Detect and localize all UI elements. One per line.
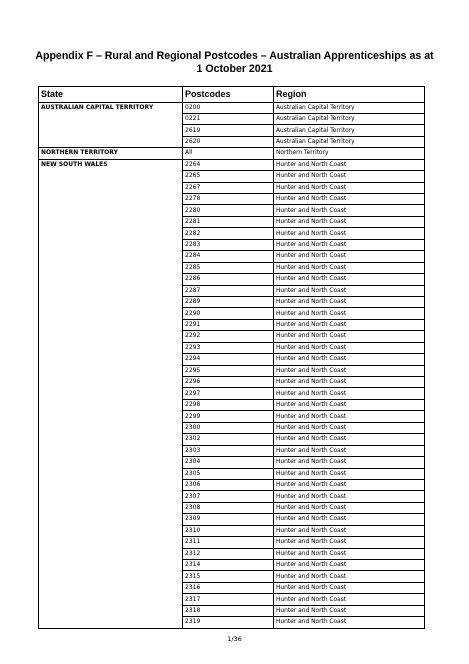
region-cell: Hunter and North Coast (274, 182, 425, 193)
postcode-cell: 2302 (183, 434, 274, 445)
region-cell: Hunter and North Coast (274, 296, 425, 307)
postcode-cell: 2318 (183, 605, 274, 616)
region-cell: Hunter and North Coast (274, 571, 425, 582)
region-cell: Australian Capital Territory (274, 125, 425, 136)
table-row (39, 102, 425, 113)
region-cell: Australian Capital Territory (274, 136, 425, 147)
region-cell: Australian Capital Territory (274, 102, 425, 113)
postcode-cell: 2316 (183, 582, 274, 593)
postcode-cell: 2287 (183, 285, 274, 296)
postcode-cell: 2296 (183, 377, 274, 388)
region-cell: Hunter and North Coast (274, 468, 425, 479)
postcode-cell: 2289 (183, 296, 274, 307)
postcode-cell: 2292 (183, 331, 274, 342)
region-cell: Hunter and North Coast (274, 354, 425, 365)
postcode-cell: 2312 (183, 548, 274, 559)
postcode-cell: 2308 (183, 502, 274, 513)
region-cell: Hunter and North Coast (274, 274, 425, 285)
table-header-row (39, 87, 425, 103)
region-cell: Hunter and North Coast (274, 159, 425, 170)
region-cell: Hunter and North Coast (274, 216, 425, 227)
region-cell: Hunter and North Coast (274, 228, 425, 239)
postcode-cell: 2299 (183, 411, 274, 422)
postcode-cell: All (183, 148, 274, 159)
postcode-cell: 2284 (183, 251, 274, 262)
column-header-postcodes: Postcodes (183, 87, 274, 103)
postcode-cell: 2265 (183, 171, 274, 182)
postcode-cell: 2293 (183, 342, 274, 353)
page-title-line-1: Appendix F – Rural and Regional Postcodes – Australian Apprenticeships as at (35, 50, 434, 62)
page-title-line-2: 1 October 2021 (196, 63, 273, 75)
region-cell: Hunter and North Coast (274, 308, 425, 319)
region-cell: Hunter and North Coast (274, 205, 425, 216)
postcode-cell: 2305 (183, 468, 274, 479)
region-cell: Hunter and North Coast (274, 331, 425, 342)
region-cell: Hunter and North Coast (274, 605, 425, 616)
postcode-cell: 2290 (183, 308, 274, 319)
postcode-cell: 2297 (183, 388, 274, 399)
postcode-cell: 2286 (183, 274, 274, 285)
postcode-cell: 2317 (183, 594, 274, 605)
column-header-region: Region (274, 87, 425, 103)
region-cell: Hunter and North Coast (274, 491, 425, 502)
region-cell: Hunter and North Coast (274, 251, 425, 262)
postcode-cell: 2304 (183, 457, 274, 468)
postcode-cell: 2620 (183, 136, 274, 147)
table-body (39, 102, 425, 628)
page-number: 1/36 (227, 635, 242, 643)
postcode-cell: 2282 (183, 228, 274, 239)
postcode-cell: 2310 (183, 525, 274, 536)
postcode-cell: 2291 (183, 319, 274, 330)
table-row (39, 148, 425, 159)
region-cell: Hunter and North Coast (274, 434, 425, 445)
region-cell: Australian Capital Territory (274, 113, 425, 124)
postcode-cell: 2280 (183, 205, 274, 216)
region-cell: Hunter and North Coast (274, 365, 425, 376)
region-cell: Hunter and North Coast (274, 445, 425, 456)
region-cell: Hunter and North Coast (274, 582, 425, 593)
postcode-cell: 2303 (183, 445, 274, 456)
state-cell: NORTHERN TERRITORY (39, 148, 183, 159)
state-cell: AUSTRALIAN CAPITAL TERRITORY (39, 102, 183, 148)
region-cell: Hunter and North Coast (274, 411, 425, 422)
region-cell: Hunter and North Coast (274, 560, 425, 571)
postcode-cell: 2278 (183, 194, 274, 205)
postcode-cell: 2264 (183, 159, 274, 170)
region-cell: Hunter and North Coast (274, 502, 425, 513)
state-cell: NEW SOUTH WALES (39, 159, 183, 628)
column-header-state: State (39, 87, 183, 103)
region-cell: Hunter and North Coast (274, 399, 425, 410)
postcode-cell: 2319 (183, 617, 274, 628)
region-cell: Hunter and North Coast (274, 377, 425, 388)
region-cell: Hunter and North Coast (274, 514, 425, 525)
region-cell: Hunter and North Coast (274, 171, 425, 182)
region-cell: Hunter and North Coast (274, 319, 425, 330)
region-cell: Hunter and North Coast (274, 422, 425, 433)
postcode-cell: 2283 (183, 239, 274, 250)
postcode-cell: 2619 (183, 125, 274, 136)
postcode-cell: 2306 (183, 479, 274, 490)
postcode-cell: 2295 (183, 365, 274, 376)
region-cell: Hunter and North Coast (274, 457, 425, 468)
region-cell: Hunter and North Coast (274, 194, 425, 205)
region-cell: Hunter and North Coast (274, 479, 425, 490)
region-cell: Hunter and North Coast (274, 548, 425, 559)
postcode-cell: 2285 (183, 262, 274, 273)
postcode-cell: 2281 (183, 216, 274, 227)
region-cell: Hunter and North Coast (274, 388, 425, 399)
region-cell: Hunter and North Coast (274, 262, 425, 273)
region-cell: Hunter and North Coast (274, 594, 425, 605)
postcode-cell: 2311 (183, 537, 274, 548)
postcode-cell: 2267 (183, 182, 274, 193)
postcode-cell: 2300 (183, 422, 274, 433)
page-title (20, 50, 449, 76)
table-row (39, 159, 425, 170)
postcodes-table (38, 86, 425, 629)
postcode-cell: 2314 (183, 560, 274, 571)
postcode-cell: 0200 (183, 102, 274, 113)
table-header (39, 87, 425, 103)
region-cell: Hunter and North Coast (274, 525, 425, 536)
region-cell: Hunter and North Coast (274, 537, 425, 548)
region-cell: Hunter and North Coast (274, 285, 425, 296)
region-cell: Northern Territory (274, 148, 425, 159)
region-cell: Hunter and North Coast (274, 617, 425, 628)
region-cell: Hunter and North Coast (274, 239, 425, 250)
postcode-cell: 2294 (183, 354, 274, 365)
postcode-cell: 2298 (183, 399, 274, 410)
region-cell: Hunter and North Coast (274, 342, 425, 353)
postcode-cell: 2309 (183, 514, 274, 525)
postcode-cell: 2307 (183, 491, 274, 502)
postcode-cell: 2315 (183, 571, 274, 582)
postcode-cell: 0221 (183, 113, 274, 124)
